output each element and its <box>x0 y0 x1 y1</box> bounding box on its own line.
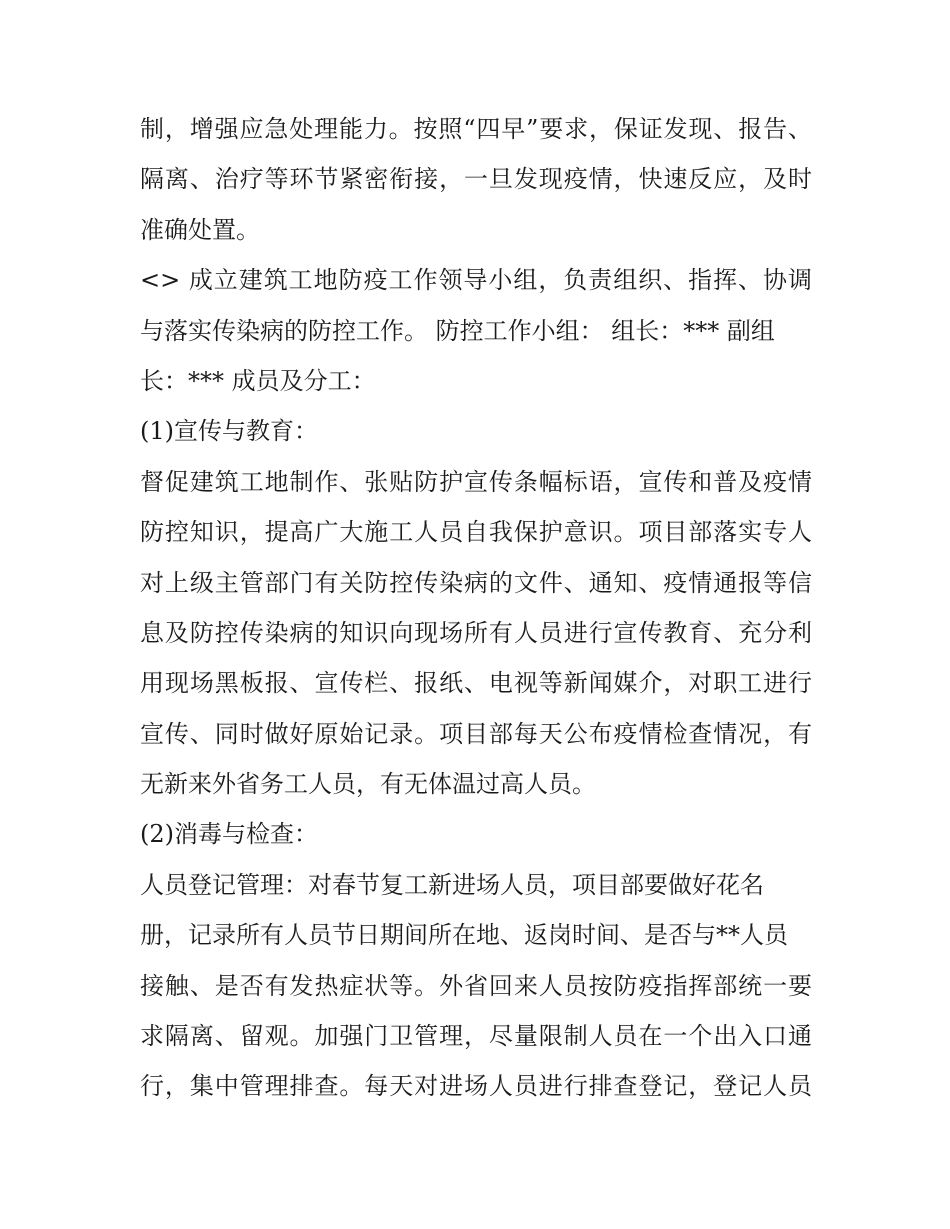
text-line: 无新来外省务工人员，有无体温过高人员。 <box>140 770 596 799</box>
text-line: 对上级主管部门有关防控传染病的文件、通知、疫情通报等信 <box>140 568 812 597</box>
text-line: 与落实传染病的防控工作。 防控工作小组： 组长：*** 副组 <box>140 316 775 345</box>
text-line: 长：*** 成员及分工： <box>140 366 376 395</box>
section-heading-line: <> 成立建筑工地防疫工作领导小组，负责组织、指挥、协调 <box>140 266 812 295</box>
text-line: 准确处置。 <box>140 215 260 244</box>
subsection-heading: (2)消毒与检查： <box>140 820 318 849</box>
text-line: 防控知识，提高广大施工人员自我保护意识。项目部落实专人 <box>140 518 812 547</box>
text-line: 行，集中管理排查。每天对进场人员进行排查登记，登记人员 <box>140 1072 812 1101</box>
text-line: 息及防控传染病的知识向现场所有人员进行宣传教育、充分利 <box>140 618 812 647</box>
text-line: 宣传、同时做好原始记录。项目部每天公布疫情检查情况，有 <box>140 719 812 748</box>
text-line: 人员登记管理：对春节复工新进场人员，项目部要做好花名 <box>140 870 764 899</box>
text-line: 督促建筑工地制作、张贴防护宣传条幅标语，宣传和普及疫情 <box>140 467 812 496</box>
text-line: 隔离、治疗等环节紧密衔接，一旦发现疫情，快速反应，及时 <box>140 165 812 194</box>
text-line: 用现场黑板报、宣传栏、报纸、电视等新闻媒介，对职工进行 <box>140 669 812 698</box>
document-body <box>140 104 812 1112</box>
text-line: 求隔离、留观。加强门卫管理，尽量限制人员在一个出入口通 <box>140 1022 812 1051</box>
text-line: 制，增强应急处理能力。按照“四早”要求，保证发现、报告、 <box>140 115 812 143</box>
subsection-heading: (1)宣传与教育： <box>140 417 318 446</box>
text-line: 接触、是否有发热症状等。外省回来人员按防疫指挥部统一要 <box>140 971 812 1000</box>
text-line: 册，记录所有人员节日期间所在地、返岗时间、是否与**人员 <box>140 921 788 950</box>
